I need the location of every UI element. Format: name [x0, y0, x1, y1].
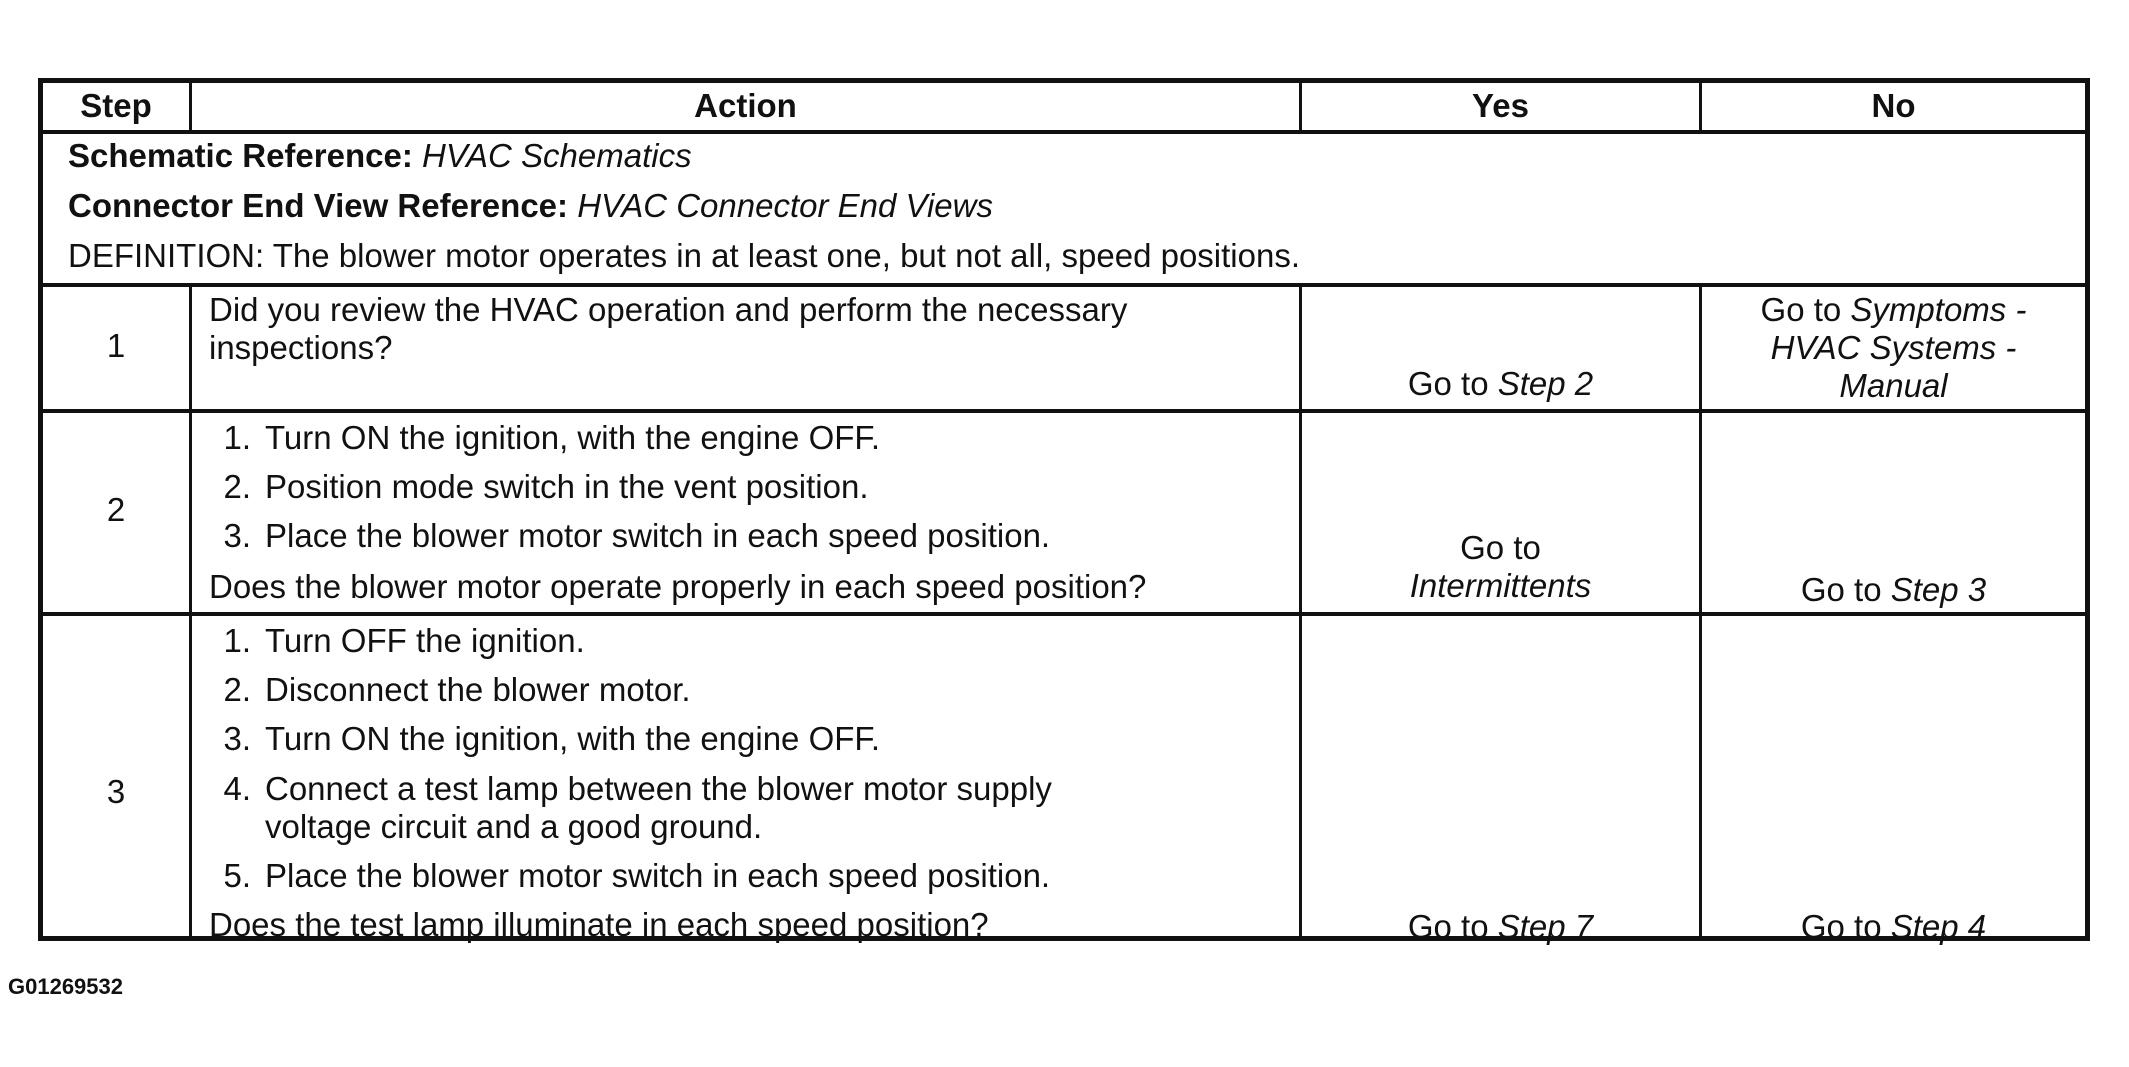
step3-yes [1302, 908, 1699, 946]
rule [189, 283, 192, 936]
no-link[interactable]: Step 3 [1890, 571, 1987, 608]
item-text: Disconnect the blower motor. [265, 671, 691, 708]
item-text: Connect a test lamp between the blower motor supply [265, 770, 1052, 807]
rule [43, 130, 2085, 134]
item-number: 5. [223, 857, 251, 894]
definition: DEFINITION: The blower motor operates in at least one, but not all, speed positions. [68, 237, 1301, 274]
list-item [209, 517, 1050, 555]
list-item [209, 468, 869, 506]
list-item [209, 622, 585, 660]
step2-question: Does the blower motor operate properly in each speed position? [209, 568, 1147, 605]
rule [43, 612, 2085, 616]
step3-no [1702, 908, 2085, 946]
figure-id: G01269532 [8, 974, 123, 999]
list-item [209, 770, 1052, 846]
item-number: 3. [223, 517, 251, 554]
item-number: 1. [223, 622, 251, 659]
step1-yes [1302, 365, 1699, 403]
yes-link[interactable]: Intermittents [1409, 567, 1592, 604]
header-yes: Yes [1472, 87, 1529, 124]
list-item [209, 720, 880, 758]
connector-link[interactable]: HVAC Connector End Views [577, 187, 993, 224]
rule [43, 283, 2085, 287]
no-prefix: Go to [1800, 908, 1882, 945]
yes-link[interactable]: Step 7 [1497, 908, 1594, 945]
item-text: Position mode switch in the vent position. [265, 468, 869, 505]
header-no: No [1871, 87, 1916, 124]
item-text: Turn ON the ignition, with the engine OFF. [265, 720, 881, 757]
item-number: 2. [223, 671, 251, 708]
list-item [209, 671, 691, 709]
connector-reference [68, 187, 993, 225]
step1-question [209, 291, 1127, 367]
item-number: 1. [223, 419, 251, 456]
item-number: 2. [223, 468, 251, 505]
connector-label: Connector End View Reference: [68, 187, 569, 224]
no-link[interactable]: Symptoms - [1850, 291, 2027, 328]
schematic-link[interactable]: HVAC Schematics [422, 137, 692, 174]
diagnostic-table [38, 78, 2090, 945]
question-line: inspections? [209, 329, 393, 366]
step1-no [1702, 291, 2085, 405]
no-link[interactable]: HVAC Systems - [1770, 329, 2017, 366]
step2-yes [1302, 529, 1699, 605]
item-text: Place the blower motor switch in each speed position. [265, 857, 1051, 894]
header-action: Action [694, 87, 797, 124]
no-prefix: Go to [1760, 291, 1842, 328]
no-link[interactable]: Step 4 [1890, 908, 1987, 945]
step-number: 2 [106, 491, 126, 528]
schematic-label: Schematic Reference: [68, 137, 413, 174]
item-number: 4. [223, 770, 251, 807]
item-number: 3. [223, 720, 251, 757]
yes-prefix: Go to [1407, 908, 1489, 945]
schematic-reference [68, 137, 692, 175]
yes-prefix: Go to [1407, 365, 1489, 402]
item-text: Turn ON the ignition, with the engine OFF. [265, 419, 881, 456]
yes-link[interactable]: Step 2 [1497, 365, 1594, 402]
list-item [209, 857, 1050, 895]
item-text: voltage circuit and a good ground. [265, 808, 763, 845]
question-line: Did you review the HVAC operation and perform the necessary [209, 291, 1128, 328]
step-number: 1 [106, 327, 126, 364]
header-step: Step [80, 87, 152, 124]
item-text: Place the blower motor switch in each speed position. [265, 517, 1051, 554]
rule [43, 409, 2085, 413]
yes-prefix: Go to [1460, 529, 1541, 566]
step3-question: Does the test lamp illuminate in each speed position? [209, 906, 989, 943]
list-item [209, 419, 880, 457]
step2-no [1702, 571, 2085, 609]
no-link[interactable]: Manual [1839, 367, 1948, 404]
no-prefix: Go to [1800, 571, 1882, 608]
item-text: Turn OFF the ignition. [265, 622, 585, 659]
step-number: 3 [106, 773, 126, 810]
